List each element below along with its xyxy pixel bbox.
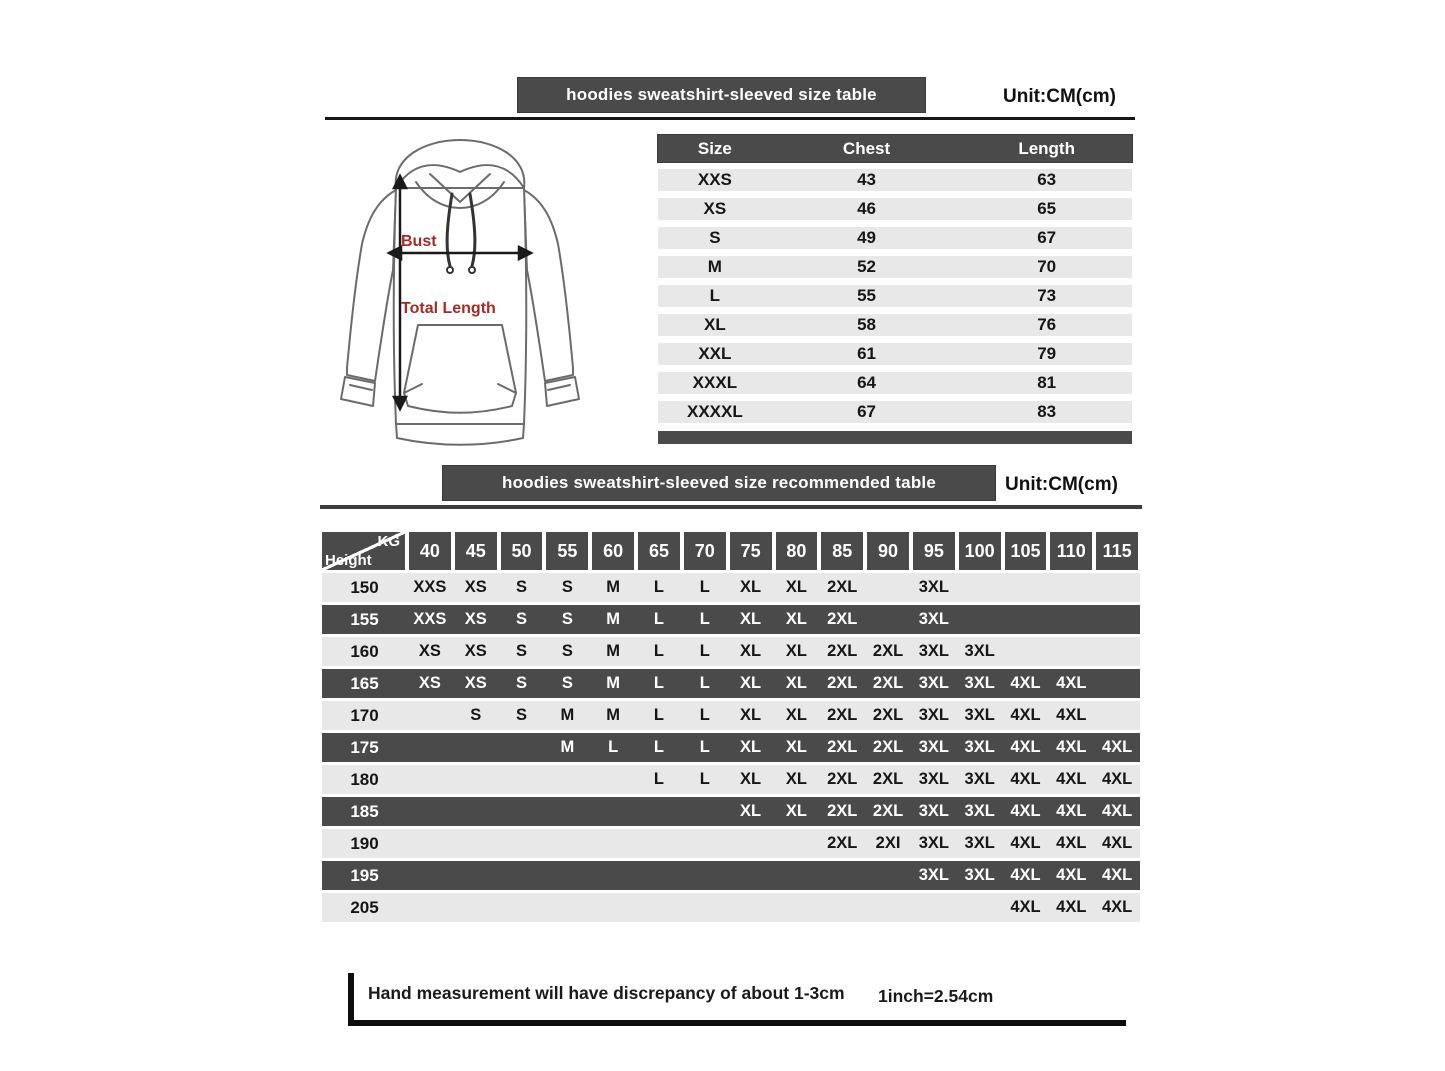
recommended-size-cell bbox=[407, 765, 453, 794]
recommended-size-cell: XL bbox=[740, 770, 762, 788]
hoodie-hem bbox=[396, 424, 524, 445]
recommended-size-cell: S bbox=[561, 610, 573, 628]
recommended-size-cell: L bbox=[608, 738, 619, 756]
recommended-size-cell: 4XL bbox=[1056, 738, 1087, 756]
recommended-size-cell bbox=[544, 893, 590, 922]
size-table-row bbox=[658, 343, 1132, 365]
recommended-size-cell bbox=[1094, 669, 1140, 698]
recommended-size-cell bbox=[636, 797, 682, 826]
recommended-size-cell: S bbox=[516, 674, 528, 692]
size-table-cell-chest: 49 bbox=[857, 228, 876, 247]
size-table-bottom-bar bbox=[658, 431, 1132, 444]
recommended-size-cell: XL bbox=[785, 674, 807, 692]
recommended-size-cell: 4XL bbox=[1010, 674, 1041, 692]
recommended-table-row bbox=[322, 573, 1140, 602]
recommended-size-cell bbox=[407, 733, 453, 762]
weight-header-cell: 60 bbox=[592, 532, 634, 570]
recommended-size-cell bbox=[774, 893, 820, 922]
recommended-size-cell: 4XL bbox=[1010, 706, 1041, 724]
size-table-row bbox=[658, 401, 1132, 423]
hoodie-right-cuff bbox=[545, 377, 579, 406]
recommended-size-cell: 3XL bbox=[918, 610, 949, 628]
recommended-size-cell: 4XL bbox=[1056, 898, 1087, 916]
recommended-size-cell bbox=[865, 861, 911, 890]
recommended-size-cell: 3XL bbox=[964, 674, 995, 692]
recommended-size-cell: S bbox=[561, 642, 573, 660]
recommended-table-row bbox=[322, 765, 1140, 794]
height-cell: 170 bbox=[350, 705, 379, 725]
divider-line bbox=[325, 117, 1135, 120]
recommended-size-cell: 3XL bbox=[918, 802, 949, 820]
recommended-size-cell bbox=[682, 829, 728, 858]
recommended-size-cell bbox=[453, 797, 499, 826]
recommended-table-row bbox=[322, 829, 1140, 858]
recommended-size-cell bbox=[728, 893, 774, 922]
hoodie-right-sleeve bbox=[524, 190, 573, 381]
bust-label: Bust bbox=[401, 233, 437, 250]
recommended-size-cell: 3XL bbox=[964, 866, 995, 884]
height-cell: 185 bbox=[350, 801, 379, 821]
recommended-size-cell: XL bbox=[785, 738, 807, 756]
recommended-size-cell: XL bbox=[740, 610, 762, 628]
size-table-cell-chest: 52 bbox=[857, 257, 876, 276]
size-table-cell-length: 67 bbox=[1037, 228, 1057, 247]
weight-header-cell: 115 bbox=[1096, 532, 1138, 570]
size-table-header-chest: Chest bbox=[842, 138, 891, 158]
recommended-size-cell bbox=[1003, 573, 1049, 602]
recommended-size-cell: 3XL bbox=[918, 706, 949, 724]
recommended-size-cell bbox=[636, 893, 682, 922]
recommended-size-cell: XS bbox=[464, 674, 487, 692]
size-table-cell-chest: 67 bbox=[857, 402, 876, 421]
kg-height-corner-cell bbox=[322, 532, 405, 570]
recommended-size-cell: 2XI bbox=[875, 834, 901, 852]
recommended-size-cell bbox=[407, 861, 453, 890]
recommended-size-cell: 4XL bbox=[1010, 866, 1041, 884]
recommended-size-cell bbox=[453, 765, 499, 794]
recommended-size-cell bbox=[544, 861, 590, 890]
size-table-cell-chest: 55 bbox=[857, 286, 876, 305]
hoodie-left-sleeve bbox=[347, 190, 396, 381]
drawstring-tip-left bbox=[447, 267, 453, 273]
recommended-size-cell bbox=[1048, 637, 1094, 666]
hoodie-pocket bbox=[404, 325, 516, 413]
recommended-size-cell: XS bbox=[418, 674, 441, 692]
recommended-size-cell: M bbox=[560, 738, 575, 756]
drawstring-tip-right bbox=[469, 267, 475, 273]
size-table-cell-size: XS bbox=[703, 199, 727, 218]
height-cell: 175 bbox=[350, 737, 379, 757]
recommended-size-cell: XXS bbox=[413, 578, 447, 596]
recommended-size-cell: M bbox=[606, 578, 621, 596]
size-table-cell-size: XXS bbox=[697, 170, 732, 189]
measurement-note: Hand measurement will have discrepancy of about 1-3cm bbox=[368, 983, 845, 1003]
hoodie-hood bbox=[396, 140, 525, 188]
recommended-size-cell: XS bbox=[464, 578, 487, 596]
recommended-size-cell bbox=[590, 893, 636, 922]
recommended-size-cell: 4XL bbox=[1101, 802, 1133, 820]
size-table-cell-size: XXXXL bbox=[687, 402, 743, 421]
recommended-size-cell bbox=[1094, 701, 1140, 730]
recommended-size-cell: M bbox=[606, 706, 621, 724]
recommended-table-title-bar bbox=[443, 466, 995, 500]
recommended-size-cell: 2XL bbox=[827, 578, 858, 596]
recommended-size-cell: 4XL bbox=[1010, 834, 1041, 852]
recommended-size-cell bbox=[453, 861, 499, 890]
height-cell: 205 bbox=[350, 897, 379, 917]
recommended-size-cell: 4XL bbox=[1010, 738, 1041, 756]
recommended-size-cell: L bbox=[699, 770, 710, 788]
weight-header-cell: 100 bbox=[959, 532, 1001, 570]
recommended-size-cell: L bbox=[653, 642, 665, 660]
size-table-row bbox=[658, 314, 1132, 336]
recommended-size-cell bbox=[590, 765, 636, 794]
recommended-size-cell: 3XL bbox=[918, 642, 949, 660]
recommended-size-cell: L bbox=[653, 674, 665, 692]
height-label-corner: Height bbox=[325, 552, 372, 569]
recommended-size-cell bbox=[453, 733, 499, 762]
unit-label: Unit:CM(cm) bbox=[1005, 474, 1118, 495]
recommended-size-cell bbox=[1094, 573, 1140, 602]
recommended-size-cell: XXS bbox=[413, 610, 447, 628]
recommended-size-cell: S bbox=[561, 674, 573, 692]
size-table-cell-length: 70 bbox=[1037, 257, 1057, 276]
recommended-size-cell: S bbox=[516, 706, 528, 724]
size-table-row bbox=[658, 285, 1132, 307]
recommended-size-cell bbox=[682, 893, 728, 922]
recommended-size-cell: 2XL bbox=[827, 738, 858, 756]
recommended-size-cell: S bbox=[516, 610, 528, 628]
recommended-size-cell bbox=[590, 861, 636, 890]
weight-header-cell: 55 bbox=[546, 532, 588, 570]
recommended-size-cell bbox=[774, 829, 820, 858]
recommended-size-cell: 2XL bbox=[872, 770, 904, 788]
recommended-size-cell: L bbox=[653, 610, 665, 628]
recommended-size-cell: 2XL bbox=[827, 642, 858, 660]
recommended-size-cell bbox=[544, 765, 590, 794]
recommended-size-cell: L bbox=[653, 738, 665, 756]
recommended-size-cell: 2XL bbox=[827, 674, 858, 692]
size-table-cell-size: XXXL bbox=[692, 373, 738, 392]
recommended-size-cell bbox=[453, 893, 499, 922]
recommended-table-row bbox=[322, 669, 1140, 698]
recommended-size-cell bbox=[957, 573, 1003, 602]
weight-header-cell: 110 bbox=[1050, 532, 1092, 570]
recommended-size-cell: XL bbox=[740, 802, 762, 820]
recommended-table-row bbox=[322, 893, 1140, 922]
recommended-size-cell bbox=[1048, 573, 1094, 602]
recommended-size-cell: XL bbox=[740, 674, 762, 692]
recommended-size-cell: XL bbox=[740, 738, 762, 756]
recommended-size-cell bbox=[499, 861, 545, 890]
weight-header-cell: 70 bbox=[684, 532, 726, 570]
size-table-cell-size: S bbox=[709, 228, 721, 247]
recommended-size-cell bbox=[728, 829, 774, 858]
recommended-size-cell: 3XL bbox=[964, 738, 995, 756]
recommended-size-cell bbox=[499, 829, 545, 858]
recommended-size-cell: 3XL bbox=[964, 770, 995, 788]
recommended-size-cell: XL bbox=[785, 578, 807, 596]
recommended-size-cell: XS bbox=[464, 610, 487, 628]
recommended-size-cell: 2XL bbox=[827, 706, 858, 724]
size-table-cell-length: 83 bbox=[1037, 402, 1057, 421]
weight-header-cell: 95 bbox=[913, 532, 955, 570]
recommended-size-cell: S bbox=[470, 706, 482, 724]
recommended-size-cell: XL bbox=[740, 578, 762, 596]
recommended-table-row bbox=[322, 861, 1140, 890]
recommended-size-cell: 4XL bbox=[1056, 802, 1087, 820]
recommended-size-cell: 2XL bbox=[872, 706, 904, 724]
recommended-size-cell: 4XL bbox=[1056, 706, 1087, 724]
recommended-size-cell: 4XL bbox=[1010, 898, 1041, 916]
recommended-size-cell bbox=[957, 893, 1003, 922]
height-cell: 150 bbox=[350, 577, 379, 597]
recommended-size-cell: L bbox=[653, 770, 665, 788]
recommended-size-cell: 4XL bbox=[1056, 834, 1087, 852]
recommended-size-cell: L bbox=[653, 706, 665, 724]
recommended-size-cell: 3XL bbox=[918, 834, 949, 852]
recommended-size-cell bbox=[728, 861, 774, 890]
height-cell: 195 bbox=[350, 865, 379, 885]
recommended-size-cell bbox=[499, 797, 545, 826]
recommended-size-cell: 4XL bbox=[1010, 802, 1041, 820]
recommended-size-cell bbox=[636, 829, 682, 858]
size-table-title-bar bbox=[518, 78, 925, 112]
recommended-size-cell: 2XL bbox=[827, 610, 858, 628]
recommended-table-title: hoodies sweatshirt-sleeved size recommended table bbox=[501, 473, 936, 492]
recommended-size-cell bbox=[453, 829, 499, 858]
size-table-cell-length: 76 bbox=[1037, 315, 1057, 334]
recommended-size-cell: 3XL bbox=[964, 834, 995, 852]
recommended-size-cell: 4XL bbox=[1101, 898, 1133, 916]
recommended-table-row bbox=[322, 701, 1140, 730]
recommended-size-cell bbox=[407, 829, 453, 858]
size-table-cell-size: M bbox=[707, 257, 722, 276]
height-cell: 160 bbox=[350, 641, 379, 661]
height-cell: 155 bbox=[350, 609, 379, 629]
recommended-size-cell: XL bbox=[740, 706, 762, 724]
recommended-size-cell: S bbox=[516, 578, 528, 596]
size-table-cell-length: 63 bbox=[1037, 170, 1057, 189]
weight-header-cell: 50 bbox=[501, 532, 543, 570]
size-table-header bbox=[658, 135, 1132, 162]
recommended-size-cell bbox=[499, 765, 545, 794]
size-table-cell-chest: 43 bbox=[857, 170, 876, 189]
recommended-size-cell: 3XL bbox=[964, 642, 995, 660]
recommended-size-cell: L bbox=[653, 578, 665, 596]
recommended-size-cell: 4XL bbox=[1101, 770, 1133, 788]
height-cell: 180 bbox=[350, 769, 379, 789]
recommended-size-cell: 2XL bbox=[827, 770, 858, 788]
recommended-table-header bbox=[322, 532, 1140, 570]
weight-header-cell: 80 bbox=[776, 532, 818, 570]
recommended-table-row bbox=[322, 605, 1140, 634]
recommended-size-cell: 2XL bbox=[872, 738, 904, 756]
recommended-size-cell bbox=[819, 893, 865, 922]
recommended-size-cell: XS bbox=[464, 642, 487, 660]
recommended-size-cell: L bbox=[699, 610, 710, 628]
recommended-size-cell: XS bbox=[418, 642, 441, 660]
size-table-header-length: Length bbox=[1018, 138, 1075, 158]
recommended-size-cell bbox=[407, 893, 453, 922]
recommended-size-cell: XL bbox=[785, 770, 807, 788]
size-table-row bbox=[658, 227, 1132, 249]
recommended-size-cell bbox=[590, 797, 636, 826]
recommended-size-cell bbox=[819, 861, 865, 890]
recommended-size-cell bbox=[865, 573, 911, 602]
recommended-size-cell bbox=[407, 701, 453, 730]
recommended-size-cell bbox=[499, 893, 545, 922]
recommended-size-cell: L bbox=[699, 642, 710, 660]
recommended-table-row bbox=[322, 733, 1140, 762]
recommended-size-cell: S bbox=[516, 642, 528, 660]
size-table-row bbox=[658, 256, 1132, 278]
recommended-size-cell bbox=[636, 861, 682, 890]
weight-header-cell: 65 bbox=[638, 532, 680, 570]
size-table-cell-chest: 46 bbox=[857, 199, 876, 218]
size-table-cell-chest: 58 bbox=[857, 315, 876, 334]
recommended-size-cell: M bbox=[606, 610, 621, 628]
recommended-size-cell bbox=[1094, 605, 1140, 634]
size-table-cell-size: XXL bbox=[698, 344, 732, 363]
recommended-size-cell bbox=[682, 861, 728, 890]
recommended-size-cell bbox=[774, 861, 820, 890]
inch-conversion-note: 1inch=2.54cm bbox=[878, 986, 994, 1006]
recommended-size-cell: 4XL bbox=[1056, 770, 1087, 788]
recommended-size-cell: 4XL bbox=[1056, 866, 1087, 884]
recommended-table-row bbox=[322, 637, 1140, 666]
recommended-size-cell: M bbox=[606, 642, 621, 660]
recommended-table bbox=[322, 532, 1140, 922]
size-table-cell-length: 65 bbox=[1037, 199, 1057, 218]
size-table-title: hoodies sweatshirt-sleeved size table bbox=[566, 85, 877, 104]
recommended-size-cell bbox=[544, 797, 590, 826]
size-table-cell-length: 79 bbox=[1037, 344, 1057, 363]
recommended-size-cell: XL bbox=[785, 802, 807, 820]
recommended-size-cell: 4XL bbox=[1101, 834, 1133, 852]
recommended-size-cell bbox=[911, 893, 957, 922]
recommended-size-cell: 3XL bbox=[918, 866, 949, 884]
size-table-row bbox=[658, 169, 1132, 191]
recommended-size-cell: 2XL bbox=[827, 834, 858, 852]
recommended-size-cell: XL bbox=[785, 706, 807, 724]
recommended-size-cell: 3XL bbox=[918, 738, 949, 756]
weight-header-cell: 75 bbox=[730, 532, 772, 570]
weight-header-cell: 40 bbox=[409, 532, 451, 570]
recommended-size-cell bbox=[865, 605, 911, 634]
recommended-size-cell: 2XL bbox=[872, 674, 904, 692]
weight-header-cell: 45 bbox=[455, 532, 497, 570]
recommended-size-cell: L bbox=[699, 738, 710, 756]
size-table-cell-size: XL bbox=[704, 315, 726, 334]
recommended-size-cell: L bbox=[699, 674, 710, 692]
recommended-size-cell bbox=[957, 605, 1003, 634]
kg-label: KG bbox=[377, 533, 400, 550]
size-table-header-size: Size bbox=[697, 138, 732, 158]
height-cell: 165 bbox=[350, 673, 379, 693]
size-table-row bbox=[658, 198, 1132, 220]
recommended-size-cell: 4XL bbox=[1101, 866, 1133, 884]
recommended-size-cell: 3XL bbox=[964, 802, 995, 820]
recommended-size-cell: XL bbox=[785, 642, 807, 660]
recommended-size-cell: 4XL bbox=[1056, 674, 1087, 692]
recommended-size-cell bbox=[1048, 605, 1094, 634]
recommended-size-cell bbox=[590, 829, 636, 858]
recommended-size-cell: M bbox=[606, 674, 621, 692]
recommended-size-cell: 3XL bbox=[918, 674, 949, 692]
recommended-size-cell bbox=[1003, 637, 1049, 666]
size-table-cell-chest: 61 bbox=[857, 344, 876, 363]
weight-header-cell: 105 bbox=[1005, 532, 1047, 570]
size-table-row bbox=[658, 372, 1132, 394]
recommended-size-cell: 3XL bbox=[918, 578, 949, 596]
recommended-size-cell bbox=[682, 797, 728, 826]
recommended-size-cell: M bbox=[560, 706, 575, 724]
recommended-size-cell bbox=[1003, 605, 1049, 634]
recommended-size-cell: L bbox=[699, 706, 710, 724]
divider-line bbox=[320, 505, 1142, 509]
weight-header-cell: 85 bbox=[821, 532, 863, 570]
recommended-size-cell bbox=[865, 893, 911, 922]
hoodie-left-cuff bbox=[341, 377, 375, 406]
recommended-size-cell: 2XL bbox=[872, 642, 904, 660]
recommended-table-row bbox=[322, 797, 1140, 826]
unit-label: Unit:CM(cm) bbox=[1003, 86, 1116, 107]
recommended-size-cell: 2XL bbox=[872, 802, 904, 820]
recommended-size-cell: 3XL bbox=[964, 706, 995, 724]
total-length-label: Total Length bbox=[401, 300, 496, 317]
recommended-size-cell: S bbox=[561, 578, 573, 596]
size-table-cell-size: L bbox=[709, 286, 721, 305]
weight-header-cell: 90 bbox=[867, 532, 909, 570]
recommended-size-cell: XL bbox=[740, 642, 762, 660]
recommended-size-cell: 2XL bbox=[827, 802, 858, 820]
height-cell: 190 bbox=[350, 833, 379, 853]
recommended-size-cell: L bbox=[699, 578, 710, 596]
size-table-cell-chest: 64 bbox=[857, 373, 876, 392]
size-table-cell-length: 73 bbox=[1037, 286, 1057, 305]
recommended-size-cell: XL bbox=[785, 610, 807, 628]
recommended-size-cell bbox=[407, 797, 453, 826]
recommended-size-cell bbox=[1094, 637, 1140, 666]
recommended-size-cell: 3XL bbox=[918, 770, 949, 788]
size-table bbox=[658, 135, 1132, 444]
recommended-size-cell bbox=[544, 829, 590, 858]
recommended-size-cell bbox=[499, 733, 545, 762]
hoodie-diagram bbox=[330, 132, 610, 462]
recommended-size-cell: 4XL bbox=[1010, 770, 1041, 788]
size-table-cell-length: 81 bbox=[1037, 373, 1057, 392]
recommended-size-cell: 4XL bbox=[1101, 738, 1133, 756]
